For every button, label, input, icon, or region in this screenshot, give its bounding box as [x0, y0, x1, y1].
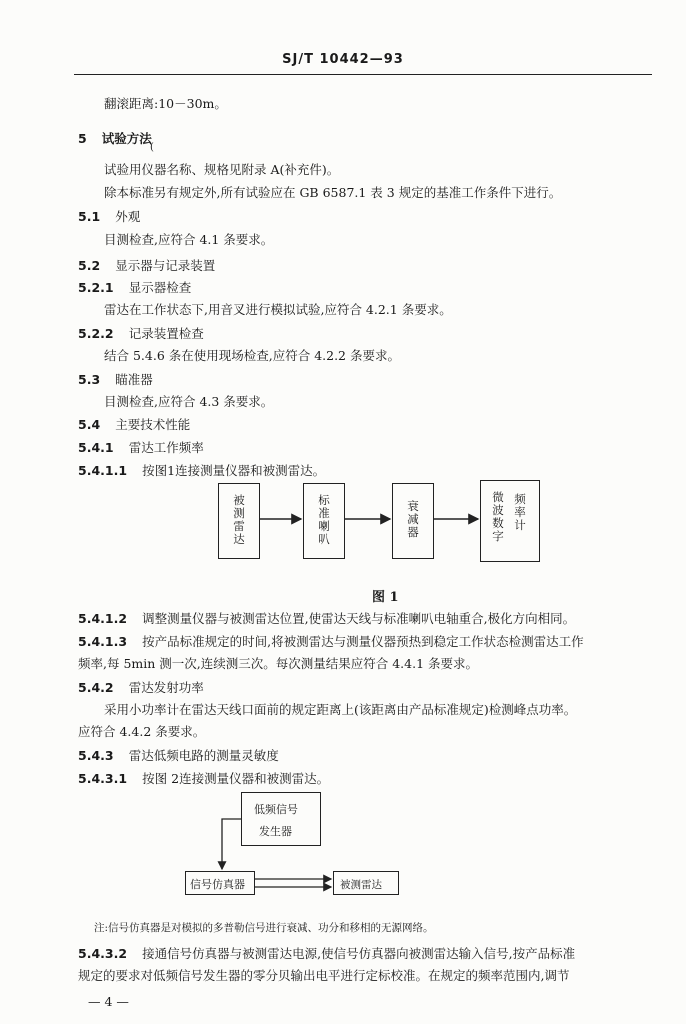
radar-label: 被测雷达 — [233, 493, 245, 546]
attenuator-label: 衰减器 — [407, 499, 419, 539]
section-5-4-3-1: 5.4.3.1 按图 2连接测量仪器和被测雷达。 — [78, 771, 330, 786]
text-line: 频率,每 5min 测一次,连续测三次。每次测量结果应符合 4.4.1 条要求。 — [78, 656, 479, 671]
section-heading-5-1: 5.1 外观 — [78, 209, 141, 224]
section-heading-5-4: 5.4 主要技术性能 — [78, 417, 191, 432]
text-line: 应符合 4.4.2 条要求。 — [78, 724, 206, 739]
radar-under-test-label: 被测雷达 — [340, 879, 382, 891]
text-line: 试验用仪器名称、规格见附录 A(补充件)。 — [104, 162, 340, 177]
figure-2-note: 注:信号仿真器是对模拟的多普勒信号进行衰减、功分和移相的无源网络。 — [94, 922, 434, 934]
section-heading-5-2: 5.2 显示器与记录装置 — [78, 258, 216, 273]
text-line: 雷达在工作状态下,用音叉进行模拟试验,应符合 4.2.1 条要求。 — [104, 302, 452, 317]
generator-label-b: 发生器 — [259, 825, 292, 838]
section-heading-5: 5 试验方法 — [78, 131, 152, 146]
page-number: — 4 — — [88, 994, 129, 1009]
section-heading-5-4-1-1: 5.4.1.1 按图1连接测量仪器和被测雷达。 — [78, 463, 326, 478]
section-heading-5-2-2: 5.2.2 记录装置检查 — [78, 326, 204, 341]
section-5-4-1-3: 5.4.1.3 按产品标准规定的时间,将被测雷达与测量仪器预热到稳定工作状态检测雷达工作 — [78, 634, 584, 649]
section-heading-5-3: 5.3 瞄准器 — [78, 372, 153, 387]
text-line: 除本标准另有规定外,所有试验应在 GB 6587.1 表 3 规定的基准工作条件下进行。 — [104, 185, 562, 200]
text-line: 目测检查,应符合 4.3 条要求。 — [104, 394, 274, 409]
simulator-label: 信号仿真器 — [190, 878, 245, 891]
figure-1-caption: 图 1 — [372, 590, 399, 605]
text-line: 目测检查,应符合 4.1 条要求。 — [104, 232, 274, 247]
standard-number: SJ/T 10442—93 — [282, 52, 404, 67]
text-line: 翻滚距离:10－30m。 — [104, 96, 227, 111]
stray-mark: ( — [150, 142, 154, 153]
counter-label-b: 频率计 — [514, 492, 526, 532]
section-heading-5-2-1: 5.2.1 显示器检查 — [78, 280, 192, 295]
text-line: 规定的要求对低频信号发生器的零分贝输出电平进行定标校准。在规定的频率范围内,调节 — [78, 968, 570, 983]
generator-label-a: 低频信号 — [254, 803, 298, 816]
section-5-4-2: 5.4.2 雷达发射功率 — [78, 680, 204, 695]
section-heading-5-4-1: 5.4.1 雷达工作频率 — [78, 440, 204, 455]
text-line: 采用小功率计在雷达天线口面前的规定距离上(该距离由产品标准规定)检测峰点功率。 — [104, 702, 577, 717]
section-5-4-1-2: 5.4.1.2 调整测量仪器与被测雷达位置,使雷达天线与标准喇叭电轴重合,极化方向相同。 — [78, 611, 576, 626]
horn-label: 标准喇叭 — [318, 493, 330, 546]
section-5-4-3-2: 5.4.3.2 接通信号仿真器与被测雷达电源,使信号仿真器向被测雷达输入信号,按产品标准 — [78, 946, 576, 961]
counter-label-a: 微波数字 — [492, 490, 504, 543]
text-line: 结合 5.4.6 条在使用现场检查,应符合 4.2.2 条要求。 — [104, 348, 400, 363]
section-5-4-3: 5.4.3 雷达低频电路的测量灵敏度 — [78, 748, 279, 763]
